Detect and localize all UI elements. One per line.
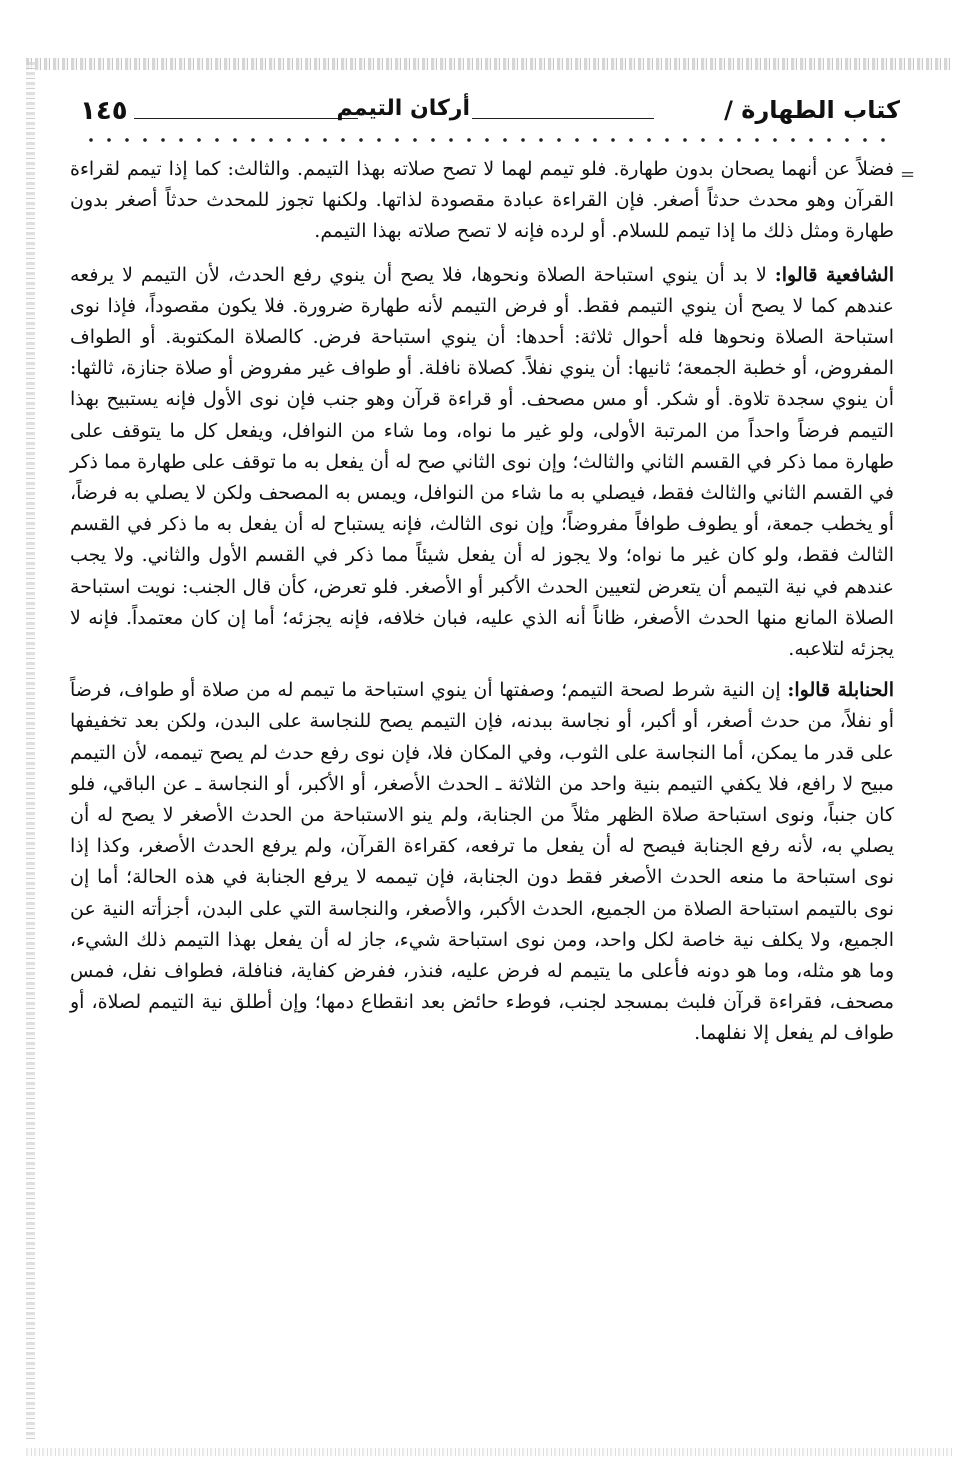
header-rule bbox=[472, 118, 654, 119]
page-body bbox=[70, 154, 894, 1060]
continuation-mark: = bbox=[900, 164, 916, 185]
school-heading: الحنابلة قالوا: bbox=[787, 679, 894, 702]
book-title: كتاب الطهارة / bbox=[724, 96, 900, 124]
header-rule bbox=[134, 118, 358, 119]
paragraph-text: لا بد أن ينوي استباحة الصلاة ونحوها، فلا يصح أن ينوي رفع الحدث، لأن التيمم لا يرفعه عندهم كما لا يصح أن ينوي التيمم فقط. أو فرض التيمم لأنه طهارة ضرورة. فلا يكون مقصوداً، فإذا نوى استباحة الصلاة ونحوها فله أحوال ثلاثة: أحدها: أن ينوي استباحة فرض. كالصلاة المكتوبة. أو الطواف المفروض، أو خطبة الجمعة؛ ثانيها: أن ينوي نفلاً. كصلاة نافلة. أو طواف غير مفروض أو صلاة جنازة، ثالثها: أن ينوي سجدة تلاوة. أو شكر. أو مس مصحف. أو قراءة قرآن وهو جنب فإن نوى الأول فإنه يستبيح بهذا التيمم فرضاً واحداً من المرتبة الأولى، ولو غير ما نواه، وما شاء من النوافل، ويفعل كل ما يتوقف على طهارة مما ذكر في القسم الثاني والثالث؛ وإن نوى الثاني صح له أن يفعل به ما توقف على طهارة مما ذكر في القسم الثاني والثالث فقط، فيصلي به ما شاء من النوافل، ويمس به المصحف ولكن لا يصلي به فرضاً، أو يخطب جمعة، أو يطوف طوافاً مفروضاً؛ وإن نوى الثالث، فإنه يستباح له أن يفعل به ما ذكر في القسم الثالث فقط، ولو كان غير ما نواه؛ ولا يجوز له أن يفعل شيئاً مما ذكر في القسم الأول والثاني. ولا يجب عندهم في نية التيمم أن يتعرض لتعيين الحدث الأكبر أو الأصغر. فلو تعرض، كأن قال الجنب: نويت استباحة الصلاة المانع منها الحدث الأصغر، ظاناً أنه الذي عليه، فبان خلافه، فإنه يجزئه؛ أما إن كان معتمداً. فإنه لا يجزئه لتلاعبه. bbox=[70, 263, 895, 661]
chapter-title: أركان التيمم bbox=[336, 96, 470, 121]
paragraph-hanabila bbox=[70, 675, 894, 1049]
scan-left-border bbox=[26, 62, 35, 1442]
paragraph-text: فضلاً عن أنهما يصحان بدون طهارة. فلو تيمم لهما لا تصح صلاته بهذا التيمم. والثالث: كما إذا تيمم لقراءة القرآن وهو محدث حدثاً أصغر. فإن القراءة عبادة مقصودة لذاتها. ولكنها تجوز للمحدث حدثاً أصغر بدون طهارة ومثل ذلك ما إذا تيمم للسلام. أو لرده فإنه لا تصح صلاته بهذا التيمم. bbox=[70, 158, 894, 243]
paragraph-shafiiyya bbox=[70, 260, 894, 666]
paragraph-text: إن النية شرط لصحة التيمم؛ وصفتها أن ينوي استباحة ما تيمم له من صلاة أو طواف، فرضاً أو نفلاً، من حدث أصغر، أو أكبر، أو نجاسة ببدنه، فإن التيمم يصح للنجاسة على البدن، ولكن بعد تخفيفها على قدر ما يمكن، أما النجاسة على الثوب، وفي المكان فلا، فإن نوى رفع حدث لم يصح تيممه، لأن التيمم مبيح لا رافع، فلا يكفي التيمم بنية واحد من الثلاثة ـ الحدث الأصغر، أو الأكبر، أو النجاسة ـ عن الباقي، فلو كان جنباً، ونوى استباحة صلاة الظهر مثلاً من الجنابة، ولم ينو الاستباحة من الحدث الأصغر لا يصح له أن يصلي به، لأنه رفع الجنابة فيصح له أن يفعل ما ترفعه، كقراءة القرآن، ولم يرفع الحدث الأصغر، وكذا إذا نوى استباحة ما منعه الحدث الأصغر فقط دون الجنابة، فإن تيممه لا يرفع الجنابة في هذه الحالة؛ أما إن نوى بالتيمم استباحة الصلاة من الجميع، الحدث الأكبر، والأصغر، والنجاسة التي على البدن، أجزأته النية عن الجميع، ولا يكلف نية خاصة لكل واحد، ومن نوى استباحة شيء، جاز له أن يفعل بهذا التيمم ذلك الشيء، وما هو مثله، وما هو دونه فأعلى ما يتيمم له فرض عليه، فنذر، ففرض كفاية، فنافلة، فطواف نفل، فمس مصحف، فقراءة قرآن فلبث بمسجد لجنب، فوطء حائض بعد انقطاع دمها؛ وإن أطلق نية التيمم لصلاة، أو طواف لم يفعل إلا نفلهما. bbox=[70, 679, 894, 1045]
dotted-separator bbox=[82, 134, 890, 146]
paragraph-continuation bbox=[70, 154, 894, 248]
page-number: ١٤٥ bbox=[80, 96, 128, 126]
school-heading: الشافعية قالوا: bbox=[774, 263, 895, 286]
running-header bbox=[80, 96, 900, 130]
scan-bottom-border bbox=[26, 1448, 952, 1456]
scan-top-border bbox=[26, 58, 952, 70]
